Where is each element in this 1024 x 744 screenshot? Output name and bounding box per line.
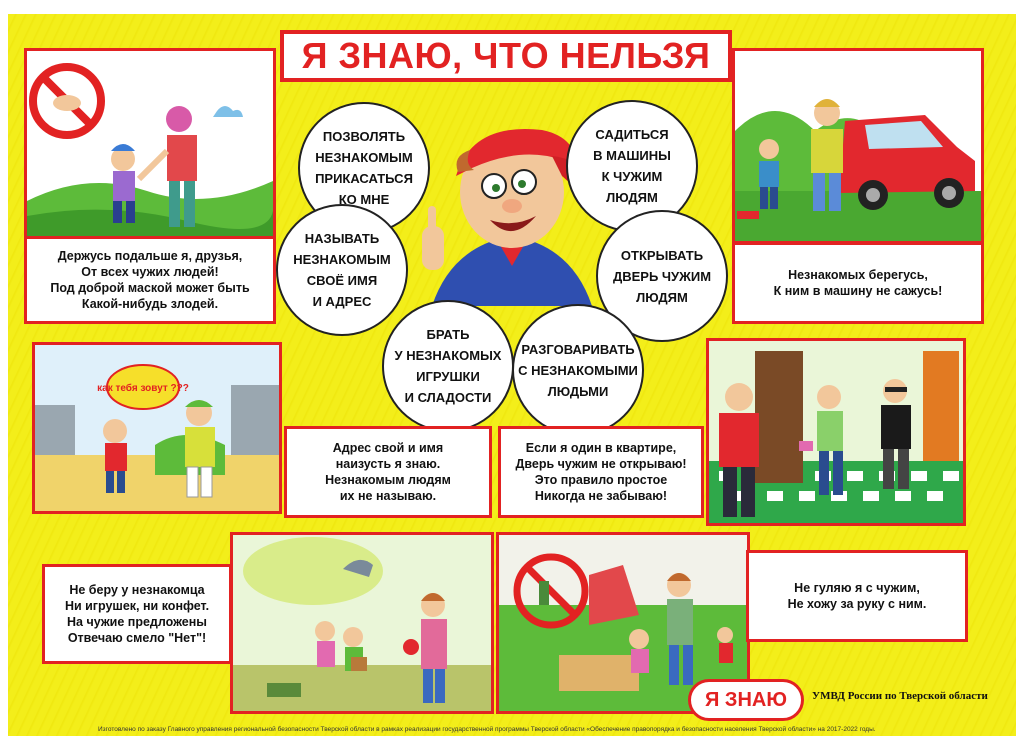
ya-znayu-badge — [688, 679, 804, 721]
verse-text: Адрес свой и имя наизусть я знаю. Незнакомым людям их не называю. — [325, 441, 451, 503]
verse-toys — [42, 564, 232, 664]
bubble-no-name-address — [276, 204, 408, 336]
verse-text: Если я один в квартире, Дверь чужим не открываю! Это правило простое Никогда не забываю! — [515, 441, 687, 503]
bubble-text: ПОЗВОЛЯТЬ НЕЗНАКОМЫМ ПРИКАСАТЬСЯ КО МНЕ — [315, 129, 413, 207]
verse-door — [498, 426, 704, 518]
bubble-no-talking — [512, 304, 644, 436]
bubble-text: РАЗГОВАРИВАТЬ С НЕЗНАКОМЫМИ ЛЮДЬМИ — [518, 341, 638, 399]
bubble-text: БРАТЬ У НЕЗНАКОМЫХ ИГРУШКИ И СЛАДОСТИ — [394, 327, 502, 405]
verse-car — [732, 242, 984, 324]
bubble-text: НАЗЫВАТЬ НЕЗНАКОМЫМ СВОЁ ИМЯ И АДРЕС — [293, 231, 391, 309]
illustration-car — [732, 48, 984, 244]
bubble-text: ОТКРЫВАТЬ ДВЕРЬ ЧУЖИМ ЛЮДЯМ — [612, 247, 712, 305]
illustration-name-question — [32, 342, 282, 514]
badge-text: Я ЗНАЮ — [705, 688, 787, 711]
verse-text: Не беру у незнакомца Ни игрушек, ни конфет. На чужие предложены Отвечаю смело "Нет"! — [64, 583, 210, 645]
speech-bubble-text: как тебя зовут ??? — [97, 383, 189, 394]
illustration-door — [706, 338, 966, 526]
poster-title-box — [280, 30, 732, 82]
bubble-text: САДИТЬСЯ В МАШИНЫ К ЧУЖИМ ЛЮДЯМ — [593, 127, 671, 205]
verse-no-touching — [24, 236, 276, 324]
illustration-toys — [230, 532, 494, 714]
verse-name-address — [284, 426, 492, 518]
poster-title: Я ЗНАЮ, ЧТО НЕЛЬЗЯ — [301, 35, 711, 76]
verse-text: Держусь подальше я, друзья, От всех чужих людей! Под доброй маской может быть Какой-нибудь злодей. — [50, 249, 250, 311]
organization-label: УМВД России по Тверской области — [812, 690, 988, 702]
bubble-no-toys — [382, 300, 514, 432]
poster — [8, 14, 1016, 736]
verse-walking — [746, 550, 968, 642]
verse-text: Не гуляю я с чужим, Не хожу за руку с ним. — [787, 581, 927, 611]
footer-note: Изготовлено по заказу Главного управления региональной безопасности Тверской области в рамках реализации государственной программы Тверской области «Обеспечение правопорядка и безопасности населения Тверской области» на 2017-2022 годы. — [98, 726, 876, 733]
illustration-no-touching — [24, 48, 276, 240]
verse-text: Незнакомых берегусь, К ним в машину не сажусь! — [773, 268, 943, 298]
